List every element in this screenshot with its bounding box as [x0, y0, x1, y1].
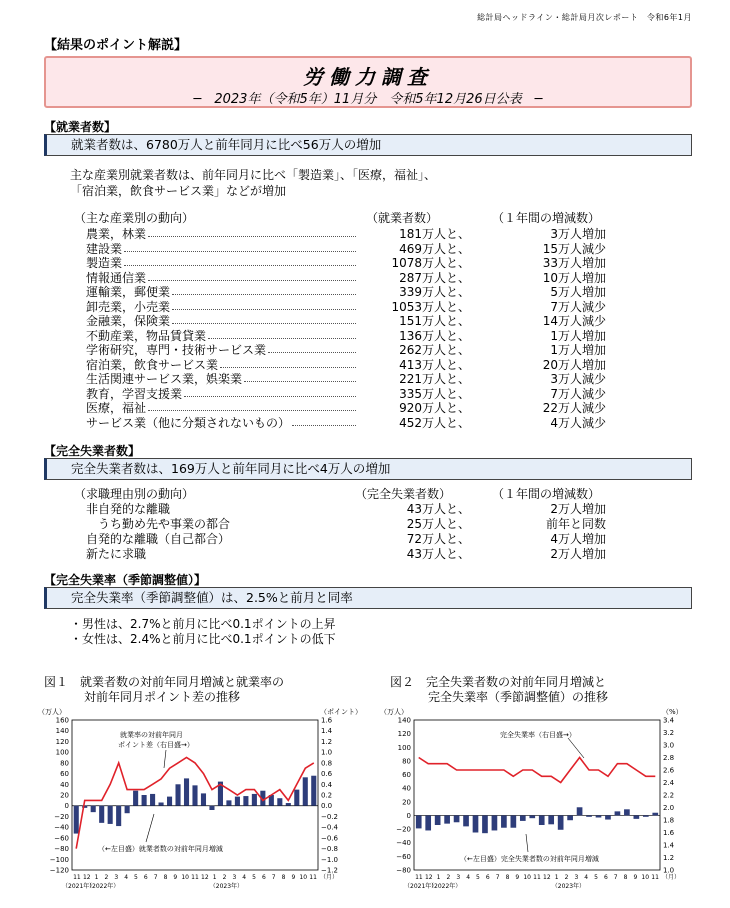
month-label: 11: [191, 874, 199, 881]
year-label: （2023年）: [209, 883, 244, 890]
row-change: 3万人減少: [550, 372, 606, 386]
row-value: 72万人と、: [406, 532, 470, 546]
row-change: 2万人増加: [550, 502, 606, 516]
bar-mark: [303, 777, 308, 805]
row-value: 920万人と、: [399, 401, 470, 415]
table-row: [0, 300, 730, 314]
annotation-leader: [568, 738, 584, 758]
row-value: 339万人と、: [399, 285, 470, 299]
left-tick-label: 140: [397, 716, 411, 725]
row-label: 非自発的な離職: [86, 502, 171, 516]
month-label: 12: [424, 874, 433, 881]
month-label: 9: [173, 874, 178, 881]
bar-mark: [596, 815, 602, 817]
year-label: （2021年）: [62, 883, 96, 890]
annotation-leader: [146, 814, 154, 842]
row-label: 運輸業，郵便業: [86, 285, 171, 299]
left-tick-label: 40: [402, 784, 411, 793]
row-value: 1078万人と、: [391, 256, 470, 270]
month-label: 8: [623, 874, 628, 881]
leader-dots: [184, 387, 356, 397]
month-label: 4: [584, 874, 589, 881]
left-tick-label: −20: [396, 825, 411, 834]
row-change: 15万人減少: [542, 241, 606, 256]
unemployed-col-value: （完全失業者数）: [355, 487, 452, 501]
leader-dots: [172, 300, 356, 310]
bar-mark: [184, 778, 189, 805]
bar-mark: [425, 815, 431, 830]
row-label: 情報通信業: [86, 270, 147, 285]
rate-heading: 【完全失業率（季節調整値）】: [44, 573, 207, 587]
bar-mark: [311, 776, 316, 806]
row-label: 卸売業，小売業: [86, 299, 171, 314]
month-label: 5: [476, 874, 480, 881]
month-label: 3: [232, 874, 237, 881]
month-label: 6: [143, 874, 148, 881]
figure-1-chart: [36, 706, 362, 902]
leader-dots: [148, 227, 356, 237]
table-row: [0, 343, 730, 357]
table-row: [0, 358, 730, 372]
left-tick-label: 100: [397, 743, 411, 752]
month-label: 9: [633, 874, 638, 881]
right-tick-label: −0.6: [321, 834, 338, 843]
right-tick-label: 0.6: [321, 770, 333, 779]
table-row: [0, 242, 730, 256]
month-label: 6: [485, 874, 490, 881]
bar-mark: [463, 815, 469, 826]
right-tick-label: 0.8: [321, 759, 333, 768]
bar-mark: [142, 795, 147, 806]
bar-mark: [615, 811, 621, 815]
row-label: 生活関連サービス業，娯楽業: [86, 372, 243, 386]
table-row: [0, 502, 730, 516]
row-change: 10万人増加: [542, 270, 606, 285]
page-title: 労働力調査: [303, 65, 433, 89]
month-label: 1: [212, 874, 217, 881]
month-label: 1: [436, 874, 441, 881]
month-label: 6: [261, 874, 266, 881]
month-label: 12: [201, 874, 209, 881]
bar-mark: [99, 806, 104, 823]
bar-mark: [416, 815, 422, 828]
bar-mark: [444, 815, 450, 823]
bar-mark: [252, 794, 257, 806]
row-label: 製造業: [86, 256, 123, 270]
rate-bullet-female: ・女性は、2.4%と前月に比べ0.1ポイントの低下: [70, 632, 336, 646]
bar-mark: [175, 784, 180, 805]
table-row: [0, 271, 730, 285]
bar-mark: [435, 815, 441, 825]
bar-mark: [167, 797, 172, 806]
row-change: 2万人増加: [550, 547, 606, 561]
row-value: 1053万人と、: [391, 299, 470, 314]
employed-para-2: 「宿泊業，飲食サービス業」などが増加: [70, 184, 287, 198]
title-box: [44, 56, 692, 108]
left-tick-label: −40: [396, 839, 411, 848]
line-annotation: ポイント差（右目盛→）: [118, 741, 194, 749]
bar-mark: [482, 815, 488, 833]
table-row: [0, 401, 730, 415]
month-label: 8: [281, 874, 286, 881]
left-tick-label: 40: [60, 780, 69, 789]
fig1-title-1: 図１ 就業者数の対前年同月増減と就業率の: [44, 675, 285, 689]
bar-mark: [74, 806, 79, 834]
row-label: 農業，林業: [86, 227, 147, 241]
right-tick-label: −0.4: [321, 823, 338, 832]
month-label: 3: [574, 874, 579, 881]
row-value: 469万人と、: [399, 241, 470, 256]
bar-mark: [108, 806, 113, 824]
bar-mark: [511, 815, 517, 827]
plot-frame: [414, 720, 660, 870]
employed-col-label: （主な産業別の動向）: [74, 211, 195, 225]
fig1-title-2: 対前年同月ポイント差の推移: [84, 690, 241, 704]
leader-dots: [220, 358, 356, 368]
month-label: 11: [309, 874, 317, 881]
fig2-title-2: 完全失業率（季節調整値）の推移: [428, 690, 609, 704]
bar-mark: [567, 815, 573, 820]
bar-annotation: （←左目盛）就業者数の対前年同月増減: [98, 845, 223, 853]
leader-dots: [268, 343, 356, 353]
leader-dots: [124, 242, 356, 252]
month-label: 5: [594, 874, 598, 881]
row-change: 4万人増加: [550, 532, 606, 546]
month-label: 3: [456, 874, 461, 881]
month-label: 3: [114, 874, 119, 881]
right-tick-label: 1.6: [663, 829, 675, 837]
row-value: 413万人と、: [399, 357, 470, 372]
row-label: 自発的な離職（自己都合）: [86, 532, 231, 546]
month-label: 7: [495, 874, 500, 881]
left-tick-label: 160: [55, 716, 69, 725]
right-unit-label: （%）: [662, 708, 683, 716]
leader-dots: [244, 372, 356, 382]
month-label: 4: [124, 874, 129, 881]
bar-mark: [577, 807, 583, 815]
row-value: 43万人と、: [406, 502, 470, 516]
year-label: （2021年）: [404, 883, 438, 890]
left-tick-label: 20: [60, 791, 69, 800]
bar-mark: [454, 815, 460, 822]
left-tick-label: −20: [54, 812, 69, 821]
left-tick-label: −120: [49, 866, 69, 875]
bar-mark: [652, 813, 658, 816]
row-value: 221万人と、: [399, 372, 470, 386]
employed-summary: 就業者数は、6780万人と前年同月に比べ56万人の増加: [44, 134, 692, 156]
employed-heading: 【就業者数】: [44, 120, 117, 134]
bar-mark: [277, 798, 282, 806]
month-label: 7: [271, 874, 276, 881]
month-label: 2: [222, 874, 227, 881]
employed-col-value: （就業者数）: [366, 211, 439, 225]
right-tick-label: 1.4: [321, 727, 333, 736]
row-label: 不動産業，物品賃貸業: [86, 328, 207, 343]
bar-mark: [586, 815, 592, 816]
right-tick-label: 1.0: [321, 748, 333, 757]
unemployed-col-label: （求職理由別の動向）: [74, 487, 195, 501]
left-tick-label: 20: [402, 798, 411, 807]
left-unit-label: （万人）: [38, 708, 66, 716]
bar-mark: [201, 793, 206, 805]
unemployed-heading: 【完全失業者数】: [44, 444, 141, 458]
month-label: 11: [651, 874, 659, 881]
row-label: 宿泊業，飲食サービス業: [86, 357, 219, 372]
left-tick-label: −60: [396, 852, 411, 861]
row-label: 教育，学習支援業: [86, 386, 183, 401]
right-tick-label: 0.2: [321, 791, 333, 800]
table-row: [0, 227, 730, 241]
row-change: 14万人減少: [542, 314, 606, 328]
row-label: 建設業: [86, 241, 123, 256]
row-change: 前年と同数: [545, 517, 606, 531]
employed-col-change: （１年間の増減数）: [492, 211, 601, 225]
bar-mark: [529, 815, 535, 818]
header-note: 総計局ヘッドライン・総計局月次レポート 令和6年1月: [477, 13, 692, 22]
section-title: 【結果のポイント解説】: [44, 38, 188, 53]
left-tick-label: 140: [55, 727, 69, 736]
right-tick-label: 1.4: [663, 841, 675, 850]
bar-mark: [235, 797, 240, 806]
year-label: （2022年）: [86, 883, 120, 890]
right-tick-label: 0.4: [321, 780, 333, 789]
month-label: 4: [242, 874, 247, 881]
table-row: [0, 517, 730, 531]
month-label: 7: [153, 874, 158, 881]
bar-mark: [243, 796, 248, 806]
bar-mark: [159, 803, 164, 806]
fig2-title-1: 図２ 完全失業者数の対前年同月増減と: [390, 675, 607, 689]
row-label: うち勤め先や事業の都合: [98, 517, 231, 531]
bar-mark: [501, 815, 507, 827]
month-label: 10: [641, 874, 650, 881]
month-unit-label: （月）: [662, 874, 681, 881]
row-value: 43万人と、: [406, 547, 470, 561]
row-value: 151万人と、: [399, 314, 470, 328]
row-change: 3万人増加: [550, 227, 606, 241]
row-change: 1万人増加: [550, 343, 606, 357]
right-tick-label: 1.2: [321, 737, 333, 746]
year-label: （2023年）: [551, 883, 586, 890]
left-tick-label: −80: [54, 845, 69, 854]
left-tick-label: 60: [402, 771, 411, 780]
row-value: 452万人と、: [399, 415, 470, 430]
left-tick-label: 120: [55, 737, 69, 746]
figure-2-chart: [378, 706, 696, 902]
right-tick-label: 3.0: [663, 741, 675, 750]
month-label: 4: [466, 874, 471, 881]
leader-dots: [208, 329, 356, 339]
left-tick-label: 0: [406, 811, 411, 820]
month-label: 5: [252, 874, 256, 881]
unemployed-col-change: （１年間の増減数）: [492, 487, 601, 501]
row-change: 33万人増加: [542, 256, 606, 270]
right-tick-label: −0.2: [321, 812, 338, 821]
row-value: 262万人と、: [399, 343, 470, 357]
bar-mark: [605, 815, 611, 819]
row-label: サービス業（他に分類されないもの）: [86, 415, 291, 430]
leader-dots: [148, 401, 356, 411]
bar-mark: [548, 815, 554, 824]
row-label: 新たに求職: [86, 547, 147, 561]
right-tick-label: 2.4: [663, 779, 675, 787]
right-tick-label: 2.6: [663, 766, 675, 775]
left-tick-label: 80: [60, 759, 69, 768]
left-tick-label: −60: [54, 834, 69, 843]
bar-mark: [150, 794, 155, 806]
page-subtitle: ─ 2023年（令和5年）11月分 令和5年12月26日公表 ─: [193, 92, 543, 107]
row-label: 医療，福祉: [86, 401, 147, 415]
line-annotation: 就業率の対前年同月: [120, 731, 183, 739]
table-row: [0, 314, 730, 328]
month-label: 11: [533, 874, 541, 881]
rate-bullet-male: ・男性は、2.7%と前月に比べ0.1ポイントの上昇: [70, 617, 336, 631]
right-unit-label: （ポイント）: [320, 708, 362, 716]
bar-mark: [91, 806, 96, 812]
month-label: 10: [299, 874, 308, 881]
rate-line: [419, 758, 656, 783]
bar-mark: [286, 803, 291, 806]
table-row: [0, 285, 730, 299]
month-label: 7: [613, 874, 618, 881]
right-tick-label: 1.0: [663, 866, 675, 875]
bar-mark: [643, 815, 649, 816]
row-value: 25万人と、: [406, 517, 470, 531]
right-tick-label: 1.2: [663, 854, 675, 862]
bar-annotation: （←左目盛）完全失業者数の対前年同月増減: [460, 855, 599, 863]
left-tick-label: 80: [402, 757, 411, 766]
table-row: [0, 532, 730, 546]
annotation-leader: [526, 834, 528, 852]
right-tick-label: 1.6: [321, 716, 333, 725]
month-label: 2: [564, 874, 569, 881]
month-label: 11: [73, 874, 81, 881]
bar-mark: [294, 790, 299, 806]
bar-mark: [125, 806, 130, 814]
bar-mark: [634, 815, 640, 818]
row-change: 4万人減少: [550, 415, 606, 430]
month-label: 5: [134, 874, 138, 881]
row-change: 7万人減少: [550, 386, 606, 401]
month-unit-label: （月）: [320, 874, 339, 881]
row-value: 335万人と、: [399, 386, 470, 401]
left-unit-label: （万人）: [380, 708, 408, 716]
month-label: 8: [163, 874, 168, 881]
table-row: [0, 329, 730, 343]
bar-mark: [116, 806, 121, 826]
leader-dots: [124, 256, 356, 266]
right-tick-label: 3.4: [663, 716, 675, 725]
right-tick-label: −1.2: [321, 866, 338, 875]
bar-mark: [226, 800, 231, 805]
annotation-leader: [164, 750, 166, 768]
bar-mark: [520, 815, 526, 820]
left-tick-label: 100: [55, 748, 69, 757]
year-label: （2022年）: [428, 883, 462, 890]
bar-mark: [624, 809, 630, 815]
unemployed-summary: 完全失業者数は、169万人と前年同月に比べ4万人の増加: [44, 458, 692, 480]
month-label: 1: [554, 874, 559, 881]
table-row: [0, 256, 730, 270]
right-tick-label: 2.0: [663, 804, 675, 812]
leader-dots: [172, 314, 356, 324]
month-label: 9: [515, 874, 520, 881]
month-label: 10: [181, 874, 189, 881]
row-value: 287万人と、: [399, 270, 470, 285]
line-annotation: 完全失業率（右目盛→）: [500, 731, 576, 739]
month-label: 12: [82, 874, 91, 881]
table-row: [0, 416, 730, 430]
right-tick-label: −1.0: [321, 855, 338, 864]
row-label: 金融業，保険業: [86, 314, 171, 328]
row-change: 1万人増加: [550, 328, 606, 343]
left-tick-label: −40: [54, 823, 69, 832]
leader-dots: [292, 416, 356, 426]
right-tick-label: 2.8: [663, 754, 675, 762]
table-row: [0, 547, 730, 561]
left-tick-label: −100: [49, 855, 69, 864]
bar-mark: [209, 806, 214, 810]
bar-mark: [133, 791, 138, 806]
row-label: 学術研究，専門・技術サービス業: [86, 343, 267, 357]
row-change: 22万人減少: [542, 401, 606, 415]
month-label: 1: [94, 874, 99, 881]
month-label: 10: [523, 874, 531, 881]
right-tick-label: 1.8: [663, 816, 675, 825]
right-tick-label: 3.2: [663, 729, 675, 737]
row-value: 181万人と、: [399, 227, 470, 241]
bar-mark: [558, 815, 564, 829]
bar-mark: [539, 815, 545, 825]
month-label: 6: [603, 874, 608, 881]
table-row: [0, 372, 730, 386]
right-tick-label: 2.2: [663, 791, 675, 800]
bar-mark: [192, 785, 197, 805]
month-label: 2: [446, 874, 451, 881]
month-label: 11: [415, 874, 423, 881]
table-row: [0, 387, 730, 401]
rate-summary: 完全失業率（季節調整値）は、2.5%と前月と同率: [44, 587, 692, 609]
left-tick-label: 60: [60, 770, 69, 779]
right-tick-label: −0.8: [321, 845, 338, 854]
row-change: 20万人増加: [542, 357, 606, 372]
leader-dots: [172, 285, 356, 295]
left-tick-label: −80: [396, 866, 411, 875]
month-label: 12: [543, 874, 551, 881]
left-tick-label: 120: [397, 730, 411, 739]
left-tick-label: 0: [64, 802, 69, 811]
employed-para-1: 主な産業別就業者数は、前年同月に比べ「製造業」、「医療，福祉」、: [70, 168, 437, 182]
month-label: 9: [291, 874, 296, 881]
month-label: 8: [505, 874, 510, 881]
bar-mark: [473, 815, 479, 832]
row-change: 5万人増加: [550, 285, 606, 299]
row-value: 136万人と、: [399, 328, 470, 343]
leader-dots: [148, 271, 356, 281]
month-label: 2: [104, 874, 109, 881]
bar-mark: [492, 815, 498, 830]
row-change: 7万人減少: [550, 299, 606, 314]
right-tick-label: 0.0: [321, 802, 333, 811]
